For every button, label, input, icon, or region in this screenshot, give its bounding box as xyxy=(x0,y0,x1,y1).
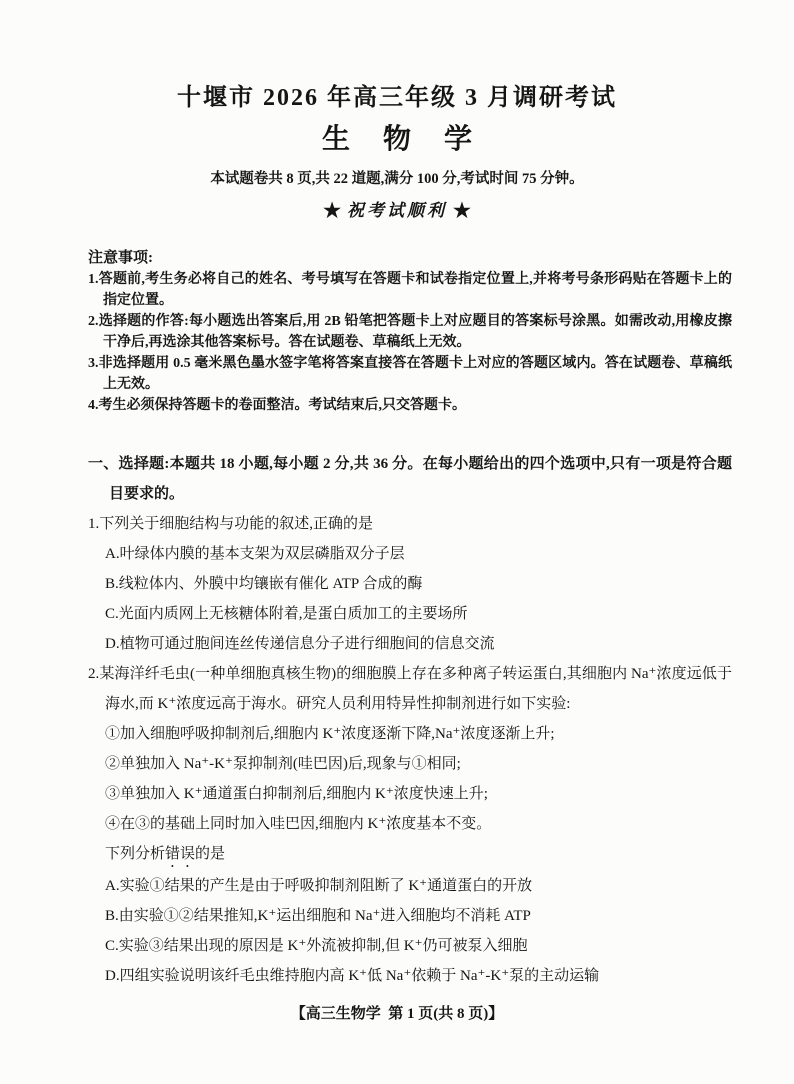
page-footer: 【高三生物学 第 1 页(共 8 页)】 xyxy=(290,1006,504,1022)
question-option: A.实验①结果的产生是由于呼吸抑制剂阻断了 K⁺通道蛋白的开放 xyxy=(105,878,533,894)
experiment-step: ②单独加入 Na⁺-K⁺泵抑制剂(哇巴因)后,现象与①相同; xyxy=(105,756,461,772)
notice-item: 4.考生必须保持答题卡的卷面整洁。考试结束后,只交答题卡。 xyxy=(88,398,466,413)
question-stem-text: 某海洋纤毛虫(一种单细胞真核生物)的细胞膜上存在多种离子转运蛋白,其细胞内 Na⁺浓度远低于海水,而 K⁺浓度远高于海水。研究人员利用特异性抑制剂进行如下实验: xyxy=(99,666,732,712)
notice-heading: 注意事项: xyxy=(88,250,153,266)
analysis-prompt xyxy=(88,839,732,871)
subject-title: 生物学 xyxy=(321,124,505,155)
question-option: A.叶绿体内膜的基本支架为双层磷脂双分子层 xyxy=(105,546,405,562)
question-option: D.四组实验说明该纤毛虫维持胞内高 K⁺低 Na⁺依赖于 Na⁺-K⁺泵的主动运输 xyxy=(105,968,600,984)
exam-info-line: 本试题卷共 8 页,共 22 道题,满分 100 分,考试时间 75 分钟。 xyxy=(210,171,584,187)
exam-wish-line xyxy=(0,200,794,222)
star-icon: ★ xyxy=(323,200,341,222)
experiment-step: ④在③的基础上同时加入哇巴因,细胞内 K⁺浓度基本不变。 xyxy=(105,816,492,832)
question-stem xyxy=(88,659,732,719)
question-stem-text: 下列关于细胞结构与功能的叙述,正确的是 xyxy=(99,516,374,532)
exam-header xyxy=(0,0,794,222)
notice-list xyxy=(88,269,732,416)
analysis-prompt-emphasis: 错误 xyxy=(165,846,196,862)
question-option: B.线粒体内、外膜中均镶嵌有催化 ATP 合成的酶 xyxy=(105,576,423,592)
question-2 xyxy=(88,659,732,991)
multiple-choice-section xyxy=(88,449,732,991)
analysis-prompt-suffix: 的是 xyxy=(195,846,226,862)
question-option: B.由实验①②结果推知,K⁺运出细胞和 Na⁺进入细胞均不消耗 ATP xyxy=(105,908,531,924)
notice-item: 3.非选择题用 0.5 毫米黑色墨水签字笔将答案直接答在答题卡上对应的答题区域内。答在试题卷、草稿纸上无效。 xyxy=(88,356,732,392)
question-option: C.光面内质网上无核糖体附着,是蛋白质加工的主要场所 xyxy=(105,606,468,622)
question-option: C.实验③结果出现的原因是 K⁺外流被抑制,但 K⁺仍可被泵入细胞 xyxy=(105,938,528,954)
question-stem xyxy=(88,509,732,539)
experiment-step: ③单独加入 K⁺通道蛋白抑制剂后,细胞内 K⁺浓度快速上升; xyxy=(105,786,488,802)
analysis-prompt-prefix: 下列分析 xyxy=(105,846,166,862)
notice-section xyxy=(88,248,732,416)
exam-title: 十堰市 2026 年高三年级 3 月调研考试 xyxy=(177,85,617,111)
notice-item: 2.选择题的作答:每小题选出答案后,用 2B 铅笔把答题卡上对应题目的答案标号涂黑。如需改动,用橡皮擦干净后,再选涂其他答案标号。答在试题卷、草稿纸上无效。 xyxy=(88,314,732,350)
question-option: D.植物可通过胞间连丝传递信息分子进行细胞间的信息交流 xyxy=(105,636,495,652)
notice-item: 1.答题前,考生务必将自己的姓名、考号填写在答题卡和试卷指定位置上,并将考号条形码贴在答题卡上的指定位置。 xyxy=(88,272,732,308)
wish-text: 祝考试顺利 xyxy=(347,201,447,220)
question-number: 1. xyxy=(88,516,100,532)
question-number: 2. xyxy=(88,666,100,682)
experiment-step: ①加入细胞呼吸抑制剂后,细胞内 K⁺浓度逐渐下降,Na⁺浓度逐渐上升; xyxy=(105,726,555,742)
star-icon: ★ xyxy=(453,200,471,222)
question-1 xyxy=(88,509,732,659)
section-one-heading: 一、选择题:本题共 18 小题,每小题 2 分,共 36 分。在每小题给出的四个选项中,只有一项是符合题目要求的。 xyxy=(88,456,732,502)
